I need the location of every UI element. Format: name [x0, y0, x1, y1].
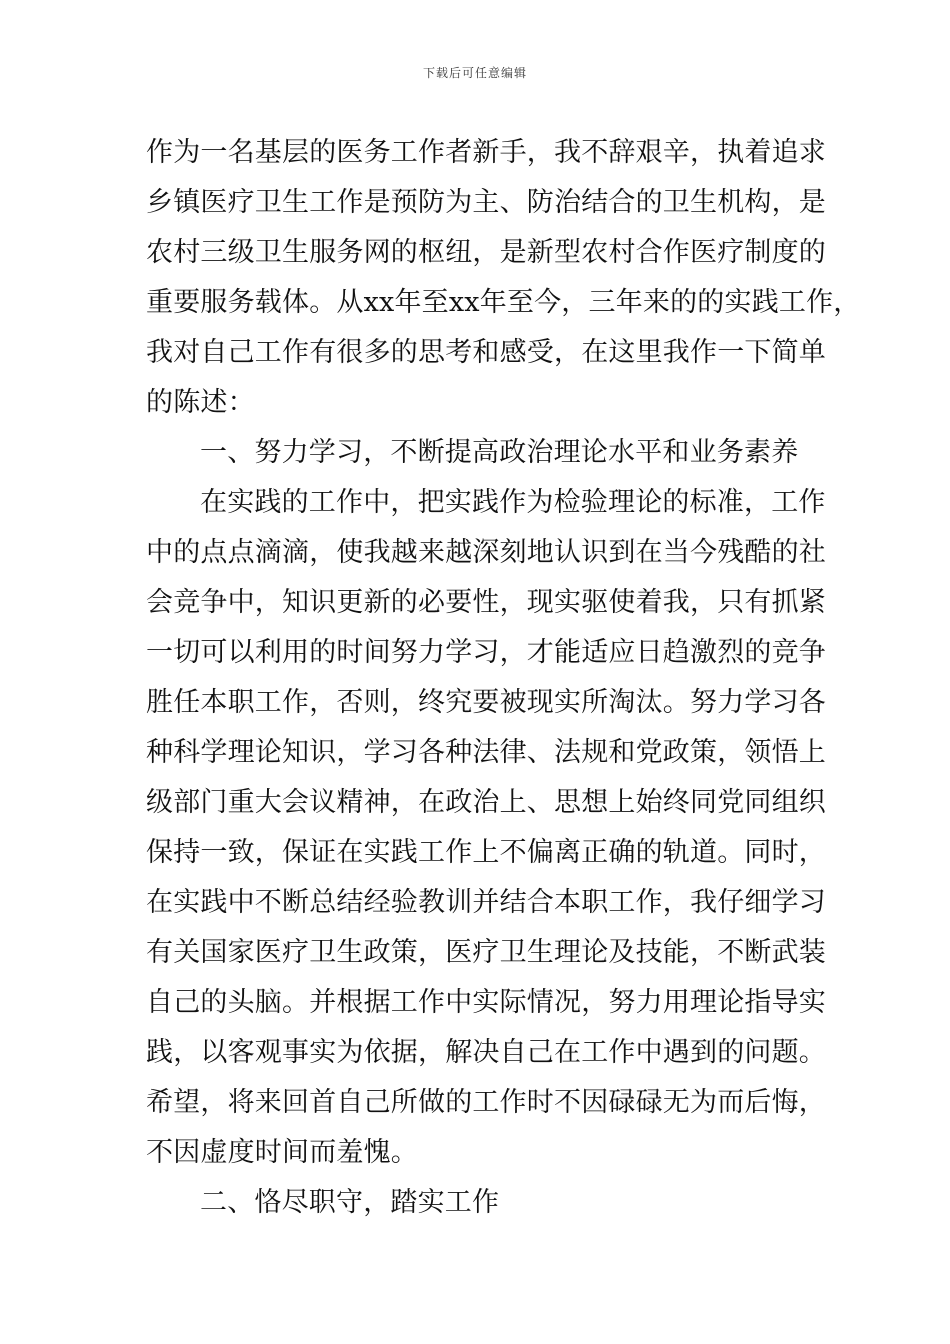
text-line: 希望，将来回首自己所做的工作时不因碌碌无为而后悔，	[146, 1087, 826, 1118]
section-heading-1: 一、努力学习，不断提高政治理论水平和业务素养	[200, 437, 799, 468]
text-line: 不因虚度时间而羞愧。	[146, 1137, 418, 1168]
text-line: 践，以客观事实为依据，解决自己在工作中遇到的问题。	[146, 1037, 826, 1068]
text-line: 中的点点滴滴，使我越来越深刻地认识到在当今残酷的社	[146, 537, 826, 568]
text-line: 农村三级卫生服务网的枢纽，是新型农村合作医疗制度的	[146, 237, 826, 268]
text-line: 一切可以利用的时间努力学习，才能适应日趋激烈的竞争	[146, 637, 826, 668]
text-line: 级部门重大会议精神，在政治上、思想上始终同党同组织	[146, 787, 826, 818]
page-header-note: 下载后可任意编辑	[422, 66, 527, 80]
text-line: 会竞争中，知识更新的必要性，现实驱使着我，只有抓紧	[146, 587, 826, 618]
document-body	[146, 128, 861, 1228]
text-line: 重要服务载体。从xx年至xx年至今，三年来的的实践工作，	[146, 287, 861, 318]
text-line: 在实践中不断总结经验教训并结合本职工作，我仔细学习	[146, 887, 826, 918]
text-line: 有关国家医疗卫生政策，医疗卫生理论及技能，不断武装	[146, 937, 826, 968]
text-line: 作为一名基层的医务工作者新手，我不辞艰辛，执着追求	[146, 137, 826, 168]
text-line: 种科学理论知识，学习各种法律、法规和党政策，领悟上	[146, 737, 826, 768]
section-heading-2: 二、恪尽职守，踏实工作	[200, 1187, 500, 1218]
text-line: 自己的头脑。并根据工作中实际情况，努力用理论指导实	[146, 987, 826, 1018]
text-line: 乡镇医疗卫生工作是预防为主、防治结合的卫生机构，是	[146, 187, 826, 218]
text-line: 保持一致，保证在实践工作上不偏离正确的轨道。同时，	[146, 837, 826, 868]
paragraph-first-line: 在实践的工作中，把实践作为检验理论的标准，工作	[200, 487, 826, 518]
text-line: 胜任本职工作，否则，终究要被现实所淘汰。努力学习各	[146, 687, 826, 718]
text-line: 的陈述：	[146, 387, 255, 418]
text-line: 我对自己工作有很多的思考和感受，在这里我作一下简单	[146, 337, 826, 368]
